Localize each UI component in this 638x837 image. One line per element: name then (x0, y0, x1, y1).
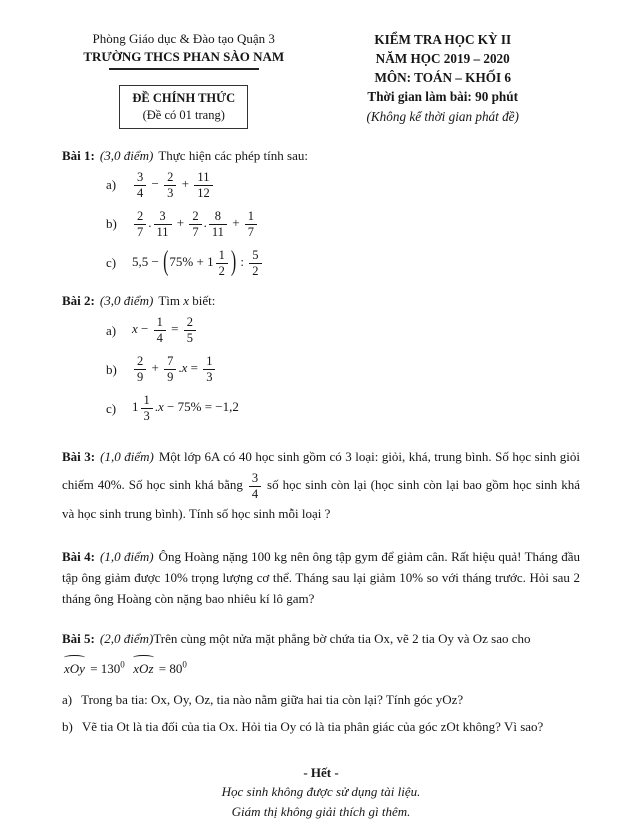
header-right (305, 30, 580, 129)
math-open-paren: ( (163, 247, 169, 278)
item-label: a) (106, 177, 117, 193)
problem-5-points: (2,0 điểm) (99, 631, 154, 647)
math-text: = (167, 321, 182, 337)
fraction-denominator: 4 (251, 486, 259, 501)
problem-2-heading (62, 291, 580, 311)
item-label: c) (106, 400, 117, 416)
fraction-denominator: 9 (167, 370, 174, 385)
math-fraction (203, 354, 215, 385)
problem-4-label: Bài 4: (62, 548, 96, 564)
fraction-numerator: 1 (154, 315, 166, 331)
math-text: + (178, 176, 193, 192)
math-expression (132, 393, 239, 424)
math-fraction (184, 315, 196, 346)
school-year: NĂM HỌC 2019 – 2020 (375, 51, 510, 67)
fraction-numerator: 3 (249, 471, 261, 487)
problem-5 (62, 629, 580, 737)
math-expression (132, 209, 259, 240)
math-text: số học sinh còn lại (học sinh còn lại bao gồm học sinh khá và học sinh trung bình). Tính số học sinh mỗi loại ? (62, 477, 580, 522)
fraction-numerator: 3 (134, 170, 146, 186)
footer (62, 763, 580, 822)
end-marker: - Hết - (303, 764, 339, 780)
math-text: Trên cùng một nửa mặt phẳng bờ chứa tia Ox, vẽ 2 tia Oy và Oz sao cho (153, 631, 531, 647)
problem-4 (62, 546, 580, 609)
header-left (62, 30, 305, 129)
math-text: : (237, 254, 248, 270)
fraction-denominator: 5 (186, 331, 193, 346)
problem-2-item-c (106, 389, 580, 428)
item-label: c) (106, 255, 117, 271)
fraction-numerator: 1 (141, 393, 153, 409)
duration-note: (Không kể thời gian phát đề) (366, 108, 519, 124)
math-text: . (178, 360, 182, 376)
math-text: − (148, 176, 163, 192)
problem-2-points: (3,0 điểm) (99, 292, 154, 308)
fraction-numerator: 2 (164, 170, 176, 186)
math-text: + (228, 215, 243, 231)
problem-1-item-c (106, 244, 580, 283)
problem-2-item-b (106, 350, 580, 389)
math-text: Tìm (158, 292, 184, 308)
fraction-numerator: 2 (184, 315, 196, 331)
fraction-numerator: 2 (134, 209, 146, 225)
subject-grade: MÔN: TOÁN – KHỐI 6 (374, 70, 511, 86)
problem-2-item-a (106, 311, 580, 350)
math-text: 75% + 1 (169, 254, 214, 270)
fraction-numerator: 3 (154, 209, 172, 225)
math-angle-hat: xOz (131, 655, 155, 680)
math-text: + (148, 360, 163, 376)
math-fraction (134, 354, 146, 385)
math-text: Thực hiện các phép tính sau: (158, 147, 308, 163)
fraction-denominator: 2 (252, 263, 259, 278)
math-variable: x (158, 399, 164, 415)
official-exam-box (119, 85, 248, 129)
math-text: biết: (189, 292, 216, 308)
item-text: Trong ba tia: Ox, Oy, Oz, tia nào nằm giữa hai tia còn lại? Tính góc yOz? (81, 691, 464, 707)
problem-3-label: Bài 3: (62, 449, 96, 465)
fraction-numerator: 11 (194, 170, 213, 186)
math-text: = (187, 360, 202, 376)
math-expression (132, 170, 215, 201)
problem-4-points: (1,0 điểm) (100, 548, 154, 564)
item-label: a) (62, 691, 73, 707)
department-name: Phòng Giáo dục & Đào tạo Quận 3 (92, 31, 275, 46)
fraction-numerator: 2 (134, 354, 146, 370)
problem-5-text (62, 629, 580, 650)
footer-note-2: Giám thị không giải thích gì thêm. (231, 803, 411, 819)
math-fraction (164, 170, 176, 201)
duration: Thời gian làm bài: 90 phút (367, 89, 518, 105)
fraction-denominator: 11 (156, 224, 169, 239)
math-fraction (154, 315, 166, 346)
fraction-denominator: 7 (247, 224, 255, 239)
problem-1-heading (62, 146, 580, 166)
item-label: b) (106, 361, 117, 377)
school-name: TRƯỜNG THCS PHAN SÀO NAM (83, 48, 285, 64)
math-variable: x (181, 360, 188, 376)
math-text: . (148, 215, 152, 231)
exam-title: KIỂM TRA HỌC KỲ II (374, 32, 512, 47)
fraction-numerator: 5 (249, 248, 261, 264)
math-fraction (245, 209, 257, 240)
math-fraction (154, 209, 172, 240)
math-text: = 130 (86, 660, 121, 676)
problem-1 (62, 146, 580, 283)
fraction-denominator: 2 (218, 263, 225, 278)
math-variable: x (132, 321, 138, 337)
problem-2 (62, 291, 580, 428)
problem-1-item-b (106, 205, 580, 244)
fraction-denominator: 12 (197, 185, 210, 200)
fraction-denominator: 3 (167, 185, 174, 200)
fraction-denominator: 3 (143, 409, 150, 424)
problem-2-intro (158, 293, 215, 308)
problem-1-points: (3,0 điểm) (99, 147, 154, 163)
problem-1-item-a (106, 166, 580, 205)
fraction-numerator: 1 (216, 248, 228, 264)
math-expression (132, 315, 198, 346)
math-fraction (194, 170, 213, 201)
math-text: Ông Hoàng nặng 100 kg nên ông tập gym để giảm cân. Rất hiệu quả! Tháng đầu tập ông giảm được 10% trọng lượng cơ thể. Tháng sau lại giảm 10% so với tháng trước. Hỏi sau 2 tháng ông Hoàng còn nặng bao nhiêu kí lô gam? (62, 548, 580, 606)
math-fraction (134, 170, 146, 201)
problem-1-intro (158, 148, 308, 163)
math-text: Một lớp 6A có 40 học sinh gồm có 3 loại: giỏi, khá, trung bình. Số học sinh giỏi chiếm 40%. Số học sinh khá bằng (62, 449, 581, 492)
math-text: + (173, 215, 188, 231)
math-fraction (249, 471, 261, 502)
fraction-numerator: 8 (209, 209, 227, 225)
math-text: = 80 (155, 660, 183, 676)
math-fraction (189, 209, 201, 240)
fraction-numerator: 2 (189, 209, 201, 225)
problem-3-points: (1,0 điểm) (100, 449, 154, 465)
math-expression (132, 354, 217, 385)
problem-2-label: Bài 2: (62, 292, 95, 308)
fraction-numerator: 7 (164, 354, 176, 370)
header (62, 30, 580, 129)
problem-5-label: Bài 5: (62, 631, 95, 647)
math-fraction (164, 354, 176, 385)
problem-5-item-a (62, 690, 580, 710)
math-text: 1 (132, 399, 139, 415)
problem-3-text (62, 444, 580, 528)
math-fraction (216, 248, 228, 279)
problem-5-body (153, 631, 530, 646)
math-expression (132, 248, 264, 279)
math-close-paren: ) (230, 247, 237, 278)
math-text: . (203, 215, 207, 231)
problem-4-text (62, 546, 580, 609)
problem-5-angle-equation (62, 655, 580, 680)
item-label: b) (106, 216, 117, 232)
math-superscript: 0 (182, 659, 187, 670)
math-fraction (249, 248, 261, 279)
math-superscript: 0 (120, 659, 125, 670)
math-text: − (137, 321, 152, 337)
math-text: . (154, 399, 158, 415)
math-variable: x (183, 292, 190, 308)
problem-5-item-b (62, 717, 580, 737)
fraction-numerator: 1 (245, 209, 257, 225)
official-exam-note: (Đề có 01 trang) (142, 107, 225, 122)
footer-note-1: Học sinh không được sử dụng tài liệu. (221, 784, 421, 800)
math-fraction (141, 393, 153, 424)
math-angle-hat: xOy (62, 655, 87, 680)
fraction-denominator: 4 (137, 185, 144, 200)
item-label: a) (106, 322, 117, 338)
problem-1-label: Bài 1: (62, 147, 95, 163)
math-text: 5,5 − (132, 254, 163, 270)
item-label: b) (62, 719, 73, 735)
fraction-denominator: 11 (211, 224, 224, 239)
math-text: − 75% = −1,2 (163, 399, 239, 415)
fraction-denominator: 4 (156, 331, 163, 346)
fraction-denominator: 7 (137, 224, 144, 239)
fraction-numerator: 1 (203, 354, 215, 370)
math-fraction (134, 209, 146, 240)
item-text: Vẽ tia Ot là tia đối của tia Ox. Hỏi tia Oy có là tia phân giác của góc zOt không? Vì sao? (81, 719, 544, 735)
fraction-denominator: 7 (192, 224, 199, 239)
official-exam-title: ĐỀ CHÍNH THỨC (132, 91, 236, 106)
header-rule (109, 68, 259, 70)
fraction-denominator: 3 (206, 370, 213, 385)
problem-3 (62, 444, 580, 528)
fraction-denominator: 9 (137, 370, 144, 385)
math-fraction (209, 209, 227, 240)
